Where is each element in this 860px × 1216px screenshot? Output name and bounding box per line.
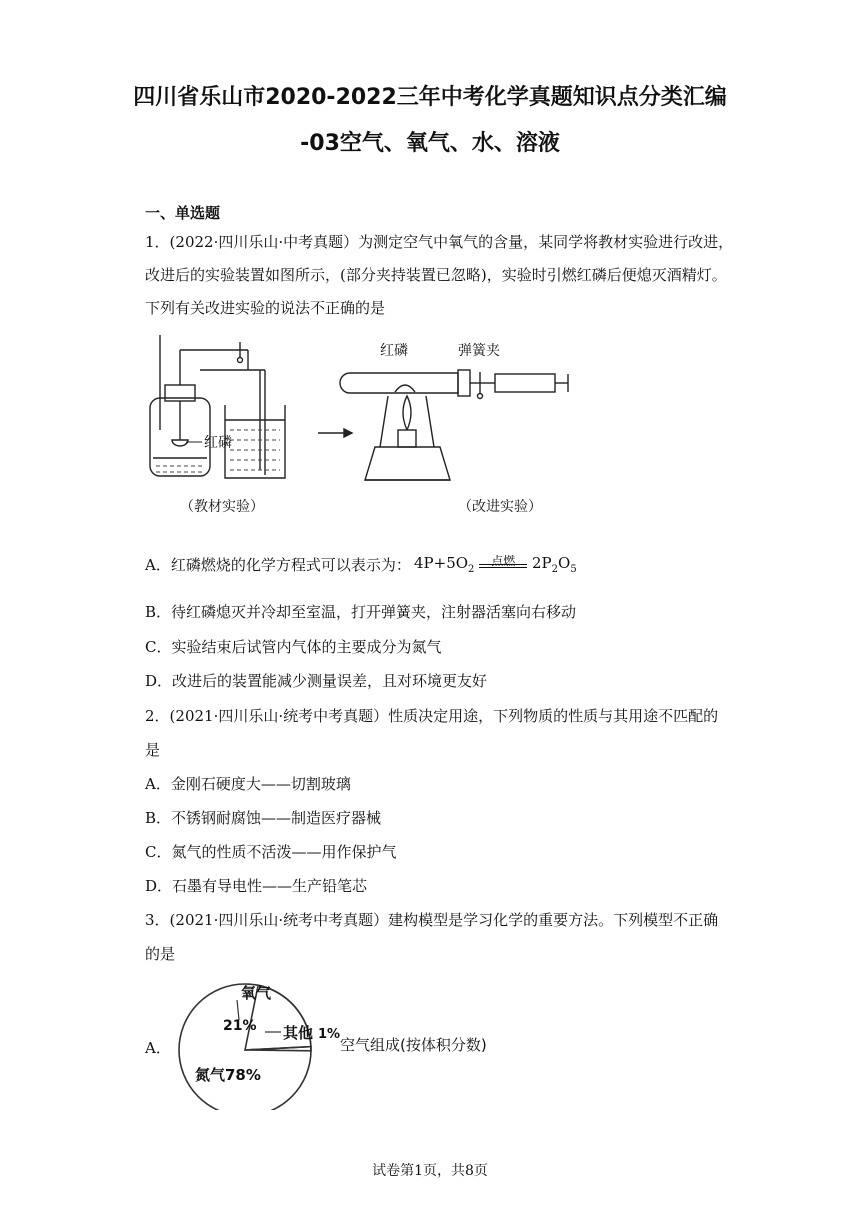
- q1-text-line1: 1．(2022·四川乐山·中考真题）为测定空气中氧气的含量，某同学将教材实验进行改进，: [145, 233, 734, 251]
- pie-label-other-pct: 1%: [318, 1027, 341, 1042]
- q1-option-a-equation: $4P+5O_2$ 点燃 $2P_2O_5$: [414, 554, 577, 575]
- section-heading: 一、单选题: [145, 204, 221, 222]
- q1-option-a: A．红磷燃烧的化学方程式可以表示为：: [145, 556, 411, 574]
- q2-option-c: C．氮气的性质不活泼——用作保护气: [145, 843, 397, 861]
- label-spring-clamp: 弹簧夹: [458, 343, 500, 359]
- q2-option-b: B．不锈钢耐腐蚀——制造医疗器械: [145, 809, 382, 827]
- air-composition-pie: [165, 980, 525, 1110]
- q2-option-a: A．金刚石硬度大——切割玻璃: [145, 775, 351, 793]
- q1-text-line3: 下列有关改进实验的说法不正确的是: [145, 299, 386, 317]
- label-red-phosphorus-right: 红磷: [380, 343, 408, 359]
- pie-caption: 空气组成(按体积分数): [340, 1036, 487, 1054]
- q2-text-line2: 是: [145, 741, 161, 759]
- caption-improved-experiment: （改进实验）: [458, 499, 542, 515]
- q3-text-line2: 的是: [145, 945, 176, 963]
- caption-textbook-experiment: （教材实验）: [180, 499, 264, 515]
- q3-text-line1: 3．(2021·四川乐山·统考中考真题）建构模型是学习化学的重要方法。下列模型不正确: [145, 911, 719, 929]
- q1-apparatus-figure: [140, 330, 600, 520]
- q1-option-d: D．改进后的装置能减少测量误差，且对环境更友好: [145, 672, 488, 690]
- label-red-phosphorus-left: 红磷: [204, 435, 232, 451]
- page-footer: 试卷第1页，共8页: [372, 1163, 488, 1179]
- q2-option-d: D．石墨有导电性——生产铅笔芯: [145, 877, 368, 895]
- pie-slice-other: [245, 1047, 311, 1051]
- q1-option-b: B．待红磷熄灭并冷却至室温，打开弹簧夹，注射器活塞向右移动: [145, 603, 577, 621]
- page-title: 四川省乐山市2020-2022三年中考化学真题知识点分类汇编: [133, 85, 727, 110]
- pie-label-other: 其他: [283, 1024, 314, 1042]
- reaction-condition: 点燃: [491, 554, 516, 568]
- q1-option-c: C．实验结束后试管内气体的主要成分为氮气: [145, 638, 442, 656]
- pie-label-nitrogen: 氮气78%: [195, 1066, 261, 1084]
- q3-option-a-label: A．: [145, 1039, 171, 1057]
- q1-text-line2: 改进后的实验装置如图所示，(部分夹持装置已忽略)，实验时引燃红磷后便熄灭酒精灯。: [145, 266, 727, 284]
- pie-label-oxygen: 氧气: [241, 984, 272, 1002]
- pie-label-oxygen-pct: 21%: [223, 1018, 257, 1034]
- q2-text-line1: 2．(2021·四川乐山·统考中考真题）性质决定用途，下列物质的性质与其用途不匹配的: [145, 707, 719, 725]
- page-subtitle: -03空气、氧气、水、溶液: [300, 131, 560, 156]
